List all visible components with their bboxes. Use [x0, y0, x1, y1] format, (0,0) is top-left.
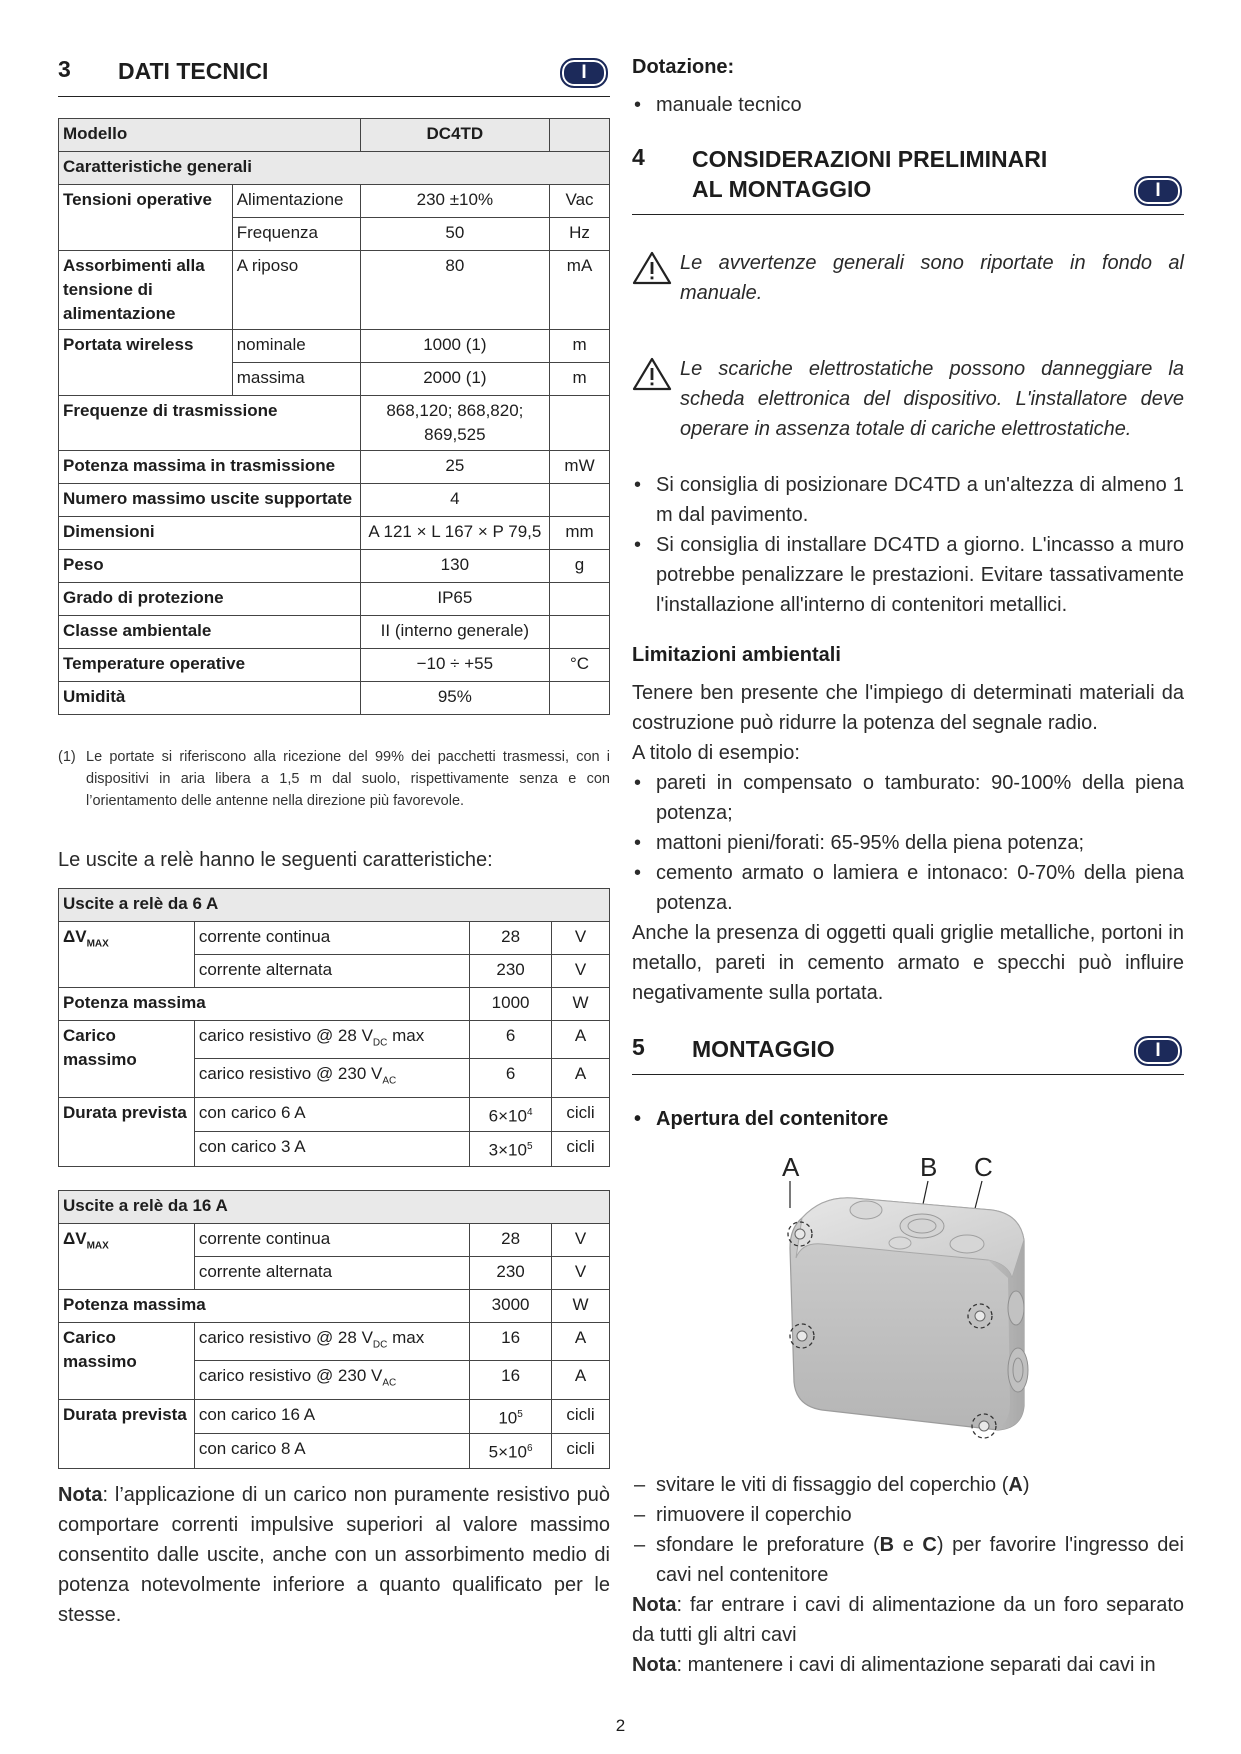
- nota-label: Nota: [58, 1484, 103, 1506]
- footnote-text: Le portate si riferiscono alla ricezione del 99% dei pacchetti trasmessi, con i dispositivi in aria libera a 1,5 m dal suolo, rispettivamente senza e con l’orientamento delle antenne nella direzione più favorevole.: [86, 749, 610, 809]
- language-badge: I: [560, 58, 608, 88]
- table-row: Portata wireless nominale 1000 (1) m: [59, 330, 610, 363]
- section-number: 5: [632, 1034, 645, 1060]
- step-title: • Apertura del contenitore: [634, 1108, 889, 1130]
- warning-icon: [632, 356, 672, 392]
- list-item: – svitare le viti di fissaggio del coperchio (A): [634, 1474, 1030, 1496]
- table-row: Classe ambientale II (interno generale): [59, 616, 610, 649]
- table-row: massima 2000 (1) m: [59, 363, 610, 396]
- nota-2: Nota: mantenere i cavi di alimentazione separati dai cavi in: [632, 1654, 1156, 1676]
- footnote-mark: (1): [58, 749, 76, 765]
- page-number: 2: [615, 1716, 626, 1735]
- list-item: • manuale tecnico: [634, 94, 802, 116]
- table-row: corrente alternata 230 V: [59, 1257, 610, 1290]
- table-row: Umidità 95%: [59, 682, 610, 715]
- language-badge: I: [1134, 176, 1182, 206]
- warning-general: Le avvertenze generali sono riportate in fondo al manuale.: [632, 248, 1184, 308]
- section-3-heading: [58, 56, 610, 97]
- section-number: 4: [632, 144, 645, 170]
- table-row: con carico 8 A $5\times 10^6$ cicli: [59, 1434, 610, 1469]
- table-row: carico resistivo @ 230 $V_{AC}$ 16 A: [59, 1361, 610, 1399]
- table-row: Assorbimenti alla tensione di alimentazione A riposo 80 mA: [59, 251, 610, 330]
- technical-data-table: [58, 118, 610, 715]
- table-row: Frequenza 50 Hz: [59, 218, 610, 251]
- list-item: – sfondare le preforature (B e C) per favorire l'ingresso dei cavi nel contenitore: [634, 1534, 1184, 1586]
- label-a: A: [782, 1152, 800, 1182]
- section-5-heading: [632, 1034, 1184, 1075]
- footnote: [58, 746, 610, 812]
- section-title: CONSIDERAZIONI PRELIMINARI AL MONTAGGIO: [692, 146, 1048, 202]
- table-row: Potenza massima 3000 W: [59, 1290, 610, 1323]
- list-item: • pareti in compensato o tamburato: 90-100% della piena potenza;: [634, 772, 1184, 824]
- table-row: carico resistivo @ 230 $V_{AC}$ 6 A: [59, 1059, 610, 1097]
- table-row: Tensioni operative Alimentazione 230 ±10% Vac: [59, 185, 610, 218]
- installation-advice: [632, 470, 1184, 620]
- table-header-row: Modello DC4TD: [59, 119, 610, 152]
- list-item: • mattoni pieni/forati: 65-95% della piena potenza;: [634, 832, 1085, 854]
- table-row: Durata prevista con carico 16 A $10^5$ cicli: [59, 1399, 610, 1434]
- section-number: 3: [58, 56, 71, 82]
- limitazioni-body: Tenere ben presente che l'impiego di determinati materiali da costruzione può ridurre la potenza del segnale radio. A titolo di esempio: • pareti in compensato o tamburato: 90-100% della piena potenza; • mattoni pieni/forati: 65-95% della piena potenza; • cemento armato o lamiera e intonaco: 0-70% della piena potenza. Anche la presenza di oggetti quali griglie metalliche, portoni in metallo, pareti in cemento armato e specchi può influire negativamente sulla portata.: [632, 682, 1184, 1004]
- relay-6a-table: [58, 888, 610, 1167]
- table-header-row: Uscite a relè da 16 A: [59, 1191, 610, 1224]
- section-title: MONTAGGIO: [692, 1036, 835, 1062]
- relay-16a-table: [58, 1190, 610, 1469]
- table-row: Frequenze di trasmissione 868,120; 868,820; 869,525: [59, 396, 610, 451]
- limitazioni-title: Limitazioni ambientali: [632, 644, 841, 666]
- table-row: Numero massimo uscite supportate 4: [59, 484, 610, 517]
- table-row: Durata prevista con carico 6 A $6\times 10^4$ cicli: [59, 1097, 610, 1132]
- table-row: Potenza massima 1000 W: [59, 988, 610, 1021]
- language-badge: I: [1134, 1036, 1182, 1066]
- table-row: Carico massimo carico resistivo @ 28 $V_{DC}$ max 6 A: [59, 1021, 610, 1059]
- table-row: Carico massimo carico resistivo @ 28 $V_{DC}$ max 16 A: [59, 1323, 610, 1361]
- table-row: con carico 3 A $3\times 10^5$ cicli: [59, 1132, 610, 1167]
- nota-relay: [58, 1480, 610, 1630]
- table-row: Dimensioni A 121 × L 167 × P 79,5 mm: [59, 517, 610, 550]
- section-4-heading: [632, 144, 1184, 215]
- dotazione-list: [632, 90, 1184, 120]
- label-c: C: [974, 1152, 993, 1182]
- table-row: Potenza massima in trasmissione 25 mW: [59, 451, 610, 484]
- nota-text: : l’applicazione di un carico non puramente resistivo può comportare correnti impulsive superiori al valore massimo consentito dalle uscite, anche con un assorbimento medio di potenza notevolmente inferiore a quanto qualificato per le stesse.: [58, 1484, 610, 1626]
- list-item: • Si consiglia di installare DC4TD a giorno. L'incasso a muro potrebbe penalizzare le prestazioni. Evitare tassativamente l'installazione all'interno di contenitori metallici.: [634, 534, 1184, 616]
- warning-esd: Le scariche elettrostatiche possono danneggiare la scheda elettronica del dispositivo. L'installatore deve operare in assenza totale di cariche elettrostatiche.: [632, 354, 1184, 444]
- table-group-row: Caratteristiche generali: [59, 152, 610, 185]
- table-row: Peso 130 g: [59, 550, 610, 583]
- table-header-row: Uscite a relè da 6 A: [59, 889, 610, 922]
- table-row: corrente alternata 230 V: [59, 955, 610, 988]
- table-row: Temperature operative −10 ÷ +55 °C: [59, 649, 610, 682]
- table-row: $\Delta V_{MAX}$ corrente continua 28 V: [59, 1224, 610, 1257]
- relay-intro: Le uscite a relè hanno le seguenti caratteristiche:: [58, 849, 493, 871]
- list-item: – rimuovere il coperchio: [634, 1504, 852, 1526]
- table-row: $\Delta V_{MAX}$ corrente continua 28 V: [59, 922, 610, 955]
- mounting-steps: [632, 1470, 1184, 1680]
- label-b: B: [920, 1152, 938, 1182]
- table-row: Grado di protezione IP65: [59, 583, 610, 616]
- list-item: • cemento armato o lamiera e intonaco: 0-70% della piena potenza.: [634, 862, 1184, 914]
- nota-1: Nota: far entrare i cavi di alimentazione da un foro separato da tutti gli altri cavi: [632, 1594, 1184, 1646]
- section-title: DATI TECNICI: [118, 58, 269, 84]
- warning-icon: [632, 250, 672, 286]
- dotazione-title: Dotazione:: [632, 56, 735, 78]
- list-item: • Si consiglia di posizionare DC4TD a un'altezza di almeno 1 m dal pavimento.: [634, 474, 1184, 526]
- enclosure-illustration: [762, 1148, 1062, 1448]
